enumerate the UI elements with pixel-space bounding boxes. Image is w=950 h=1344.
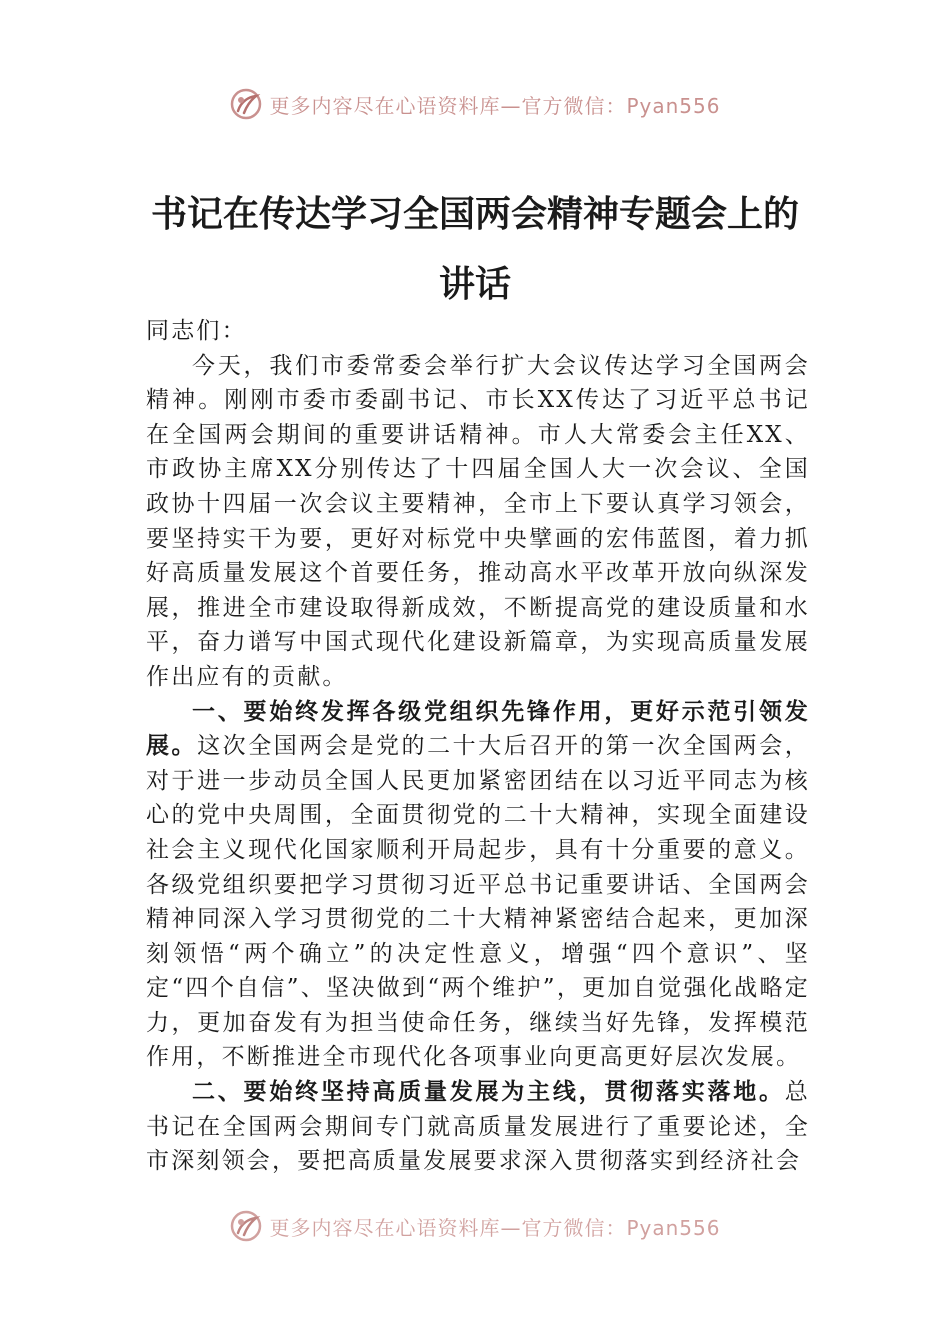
section-2-body: 总书记在全国两会期间专门就高质量发展进行了重要论述，全市深刻领会，要把高质量发展要求深入贯彻落实到经济社会 [146,1079,810,1175]
salutation: 同志们： [146,318,247,344]
section-1-heading: 一、要始终发挥各级党组织先锋作用，更好示范引领发展。 [146,698,810,760]
section-1-paragraph [146,695,810,1076]
watermark-header [0,82,950,126]
watermark-footer [0,1204,950,1248]
section-2-heading: 二、要始终坚持高质量发展为主线，贯彻落实落地。 [192,1079,785,1106]
section-2-paragraph [146,1075,810,1179]
watermark-logo-icon [229,87,263,121]
document-title-line-1: 书记在传达学习全国两会精神专题会上的 [150,194,799,235]
intro-paragraph: 今天，我们市委常委会举行扩大会议传达学习全国两会精神。刚刚市委市委副书记、市长XX传达了习近平总书记在全国两会期间的重要讲话精神。市人大常委会主任XX、市政协主席XX分别传达了十四届全国人大一次会议、全国政协十四届一次会议主要精神，全市上下要认真学习领会，要坚持实干为要，更好对标党中央擘画的宏伟蓝图，着力抓好高质量发展这个首要任务，推动高水平改革开放向纵深发展，推进全市建设取得新成效，不断提高党的建设质量和水平，奋力谱写中国式现代化建设新篇章，为实现高质量发展作出应有的贡献。 [146,352,810,690]
document-title-line-2: 讲话 [438,264,511,305]
watermark-text: 更多内容尽在心语资料库—官方微信：Pyan556 [269,93,721,118]
section-1-body: 这次全国两会是党的二十大后召开的第一次全国两会，对于进一步动员全国人民更加紧密团结在以习近平同志为核心的党中央周围，全面贯彻党的二十大精神，实现全面建设社会主义现代化国家顺利开局起步，具有十分重要的意义。各级党组织要把学习贯彻习近平总书记重要讲话、全国两会精神同深入学习贯彻党的二十大精神紧密结合起来，更加深刻领悟“两个确立”的决定性意义，增强“四个意识”、坚定“四个自信”、坚决做到“两个维护”，更加自觉强化战略定力，更加奋发有为担当使命任务，继续当好先锋，发挥模范作用，不断推进全市现代化各项事业向更高更好层次发展。 [146,733,810,1071]
document-body [146,314,810,1179]
watermark-footer-logo-icon [229,1209,263,1243]
watermark-footer-text: 更多内容尽在心语资料库—官方微信：Pyan556 [269,1215,721,1240]
